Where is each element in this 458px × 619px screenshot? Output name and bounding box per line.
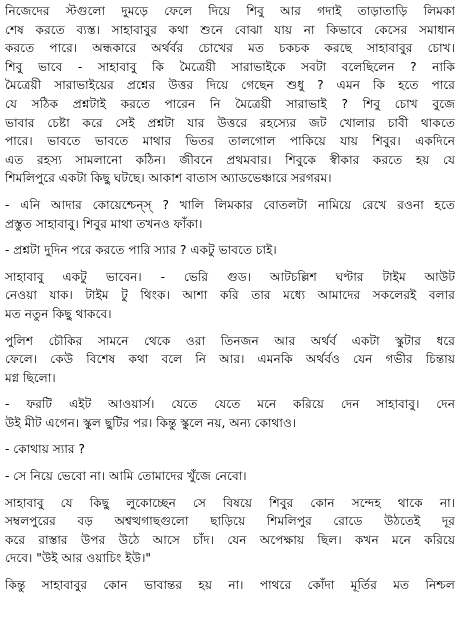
text-line: - কোথায় স্যার ? bbox=[5, 442, 85, 457]
paragraph-4 bbox=[5, 268, 455, 324]
paragraph-8 bbox=[5, 467, 455, 486]
paragraph-6 bbox=[5, 395, 455, 432]
text-line: কিন্তু সাহাবাবুর কোন ভাবান্তর হয় না। পাথরে কোঁদা মূর্তির মত নিশ্চল bbox=[5, 578, 455, 593]
text-line: পুলিশ চৌকির সামনে থেকে ওরা তিনজন আর অর্থর্ব একটা স্কুটার ধরে bbox=[5, 333, 455, 348]
text-line: করে রাস্তার উপর উঠে আসে চাঁদ। যেন অপেক্ষায় ছিল। কখন মনে করিয়ে bbox=[5, 532, 455, 547]
text-line: প্রস্তুত সাহাবাবু। শিবুর মাথা তখনও ফাঁকা। bbox=[5, 216, 203, 231]
text-line: শিমলিপুরে একটা কিছু ঘটছে। আকাশ বাতাস অ্যাডভেঞ্চারে সরগরম। bbox=[5, 171, 332, 186]
paragraph-7 bbox=[5, 440, 455, 459]
text-line: সাহাবাবু একটু ভাবেন। - ভেরি গুড। আটচল্লিশ ঘণ্টার টাইম আউট bbox=[5, 269, 455, 284]
text-line: ভাবার চেষ্টা করে সেই প্রশ্নটা যার উত্তরে রহস্যের জট খোলার চাবী থাকতে bbox=[5, 115, 455, 130]
text-line: নিজেদের স্টগুলো দুমড়ে ফেলে দিয়ে শিবু আর গদাই তাড়াতাড়ি লিমকা bbox=[5, 4, 455, 18]
text-line: - এনি আদার কোয়েশ্চেন্স্ ? খালি লিমকার বোতলটা নামিয়ে রেখে রওনা হতে bbox=[5, 197, 455, 212]
paragraph-3 bbox=[5, 241, 455, 260]
text-line: দেবে। "উই আর ওয়াচিং ইউ।" bbox=[5, 551, 152, 566]
text-line: পারে। ভাবতে ভাবতে মাথার ভিতর তালগোল পাকিয়ে যায় শিবুর। একদিনে bbox=[5, 134, 455, 149]
text-line: করতে পারে। অন্ধকারে অর্থর্বর চোখের মত চকচক করছে সাহাবাবুর চোখ। bbox=[5, 41, 455, 56]
text-line: মগ্ন ছিলো। bbox=[5, 370, 56, 385]
text-line: এত রহস্য সামলানো কঠিন। জীবনে প্রথমবার। শিবুকে স্বীকার করতে হয় যে bbox=[5, 152, 455, 167]
text-line: শেষ করতে ব্যস্ত। সাহাবাবুর কথা শুনে বোঝা যায় না কিভাবে কেসের সমাধান bbox=[5, 22, 455, 37]
text-line: উই মীট এগেন। স্কুল ছুটির পর। কিন্তু স্কুলে নয়, অন্য কোথাও। bbox=[5, 415, 297, 430]
document-page bbox=[5, 2, 455, 595]
paragraph-1 bbox=[5, 2, 455, 188]
text-line: সাহাবাবু যে কিছু লুকোচ্ছেন সে বিষয়ে শিবুর কোন সন্দেহ থাকে না। bbox=[5, 495, 455, 510]
text-line: - সে নিয়ে ভেবো না। আমি তোমাদের খুঁজে নেবো। bbox=[5, 469, 247, 484]
paragraph-9 bbox=[5, 494, 455, 568]
text-line: নেওয়া যাক। টাইম টু থিংক। আশা করি তার মধ্যে আমাদের সকলেরই বলার bbox=[5, 288, 455, 303]
text-line: ফেলে। কেউ বিশেষ কথা বলে নি আর। এমনকি অর্থর্বও যেন গভীর চিন্তায় bbox=[5, 352, 455, 367]
paragraph-10 bbox=[5, 576, 455, 595]
text-line: সম্বলপুরের বড় অশ্বত্থগাছগুলো ছাড়িয়ে শিমলিপুর রোডে উঠতেই দূর bbox=[5, 514, 455, 529]
text-line: শিবু ভাবে - সাহাবাবু কি মৈত্রেয়ী সারাভাইকে সবটা বলেছিলেন ? নাকি bbox=[5, 59, 455, 74]
text-line: - ফরটি এইট আওয়ার্স। যেতে যেতে মনে করিয়ে দেন সাহাবাবু। দেন bbox=[5, 397, 455, 412]
text-line: যে সঠিক প্রশ্নটাই করতে পারেন নি মৈত্রেয়ী সারাভাই ? শিবু চোখ বুজে bbox=[5, 96, 455, 111]
paragraph-2 bbox=[5, 196, 455, 233]
paragraph-5 bbox=[5, 332, 455, 388]
text-line: মৈত্রেয়ী সারাভাইয়ের প্রশ্নের উত্তর দিয়ে গেছেন শুধু ? এমন কি হতে পারে bbox=[5, 78, 455, 93]
text-line: মত নতুন কিছু থাকবে। bbox=[5, 306, 112, 321]
text-line: - প্রশ্নটা দুদিন পরে করতে পারি স্যার ? একটু ভাবতে চাই। bbox=[5, 243, 277, 258]
